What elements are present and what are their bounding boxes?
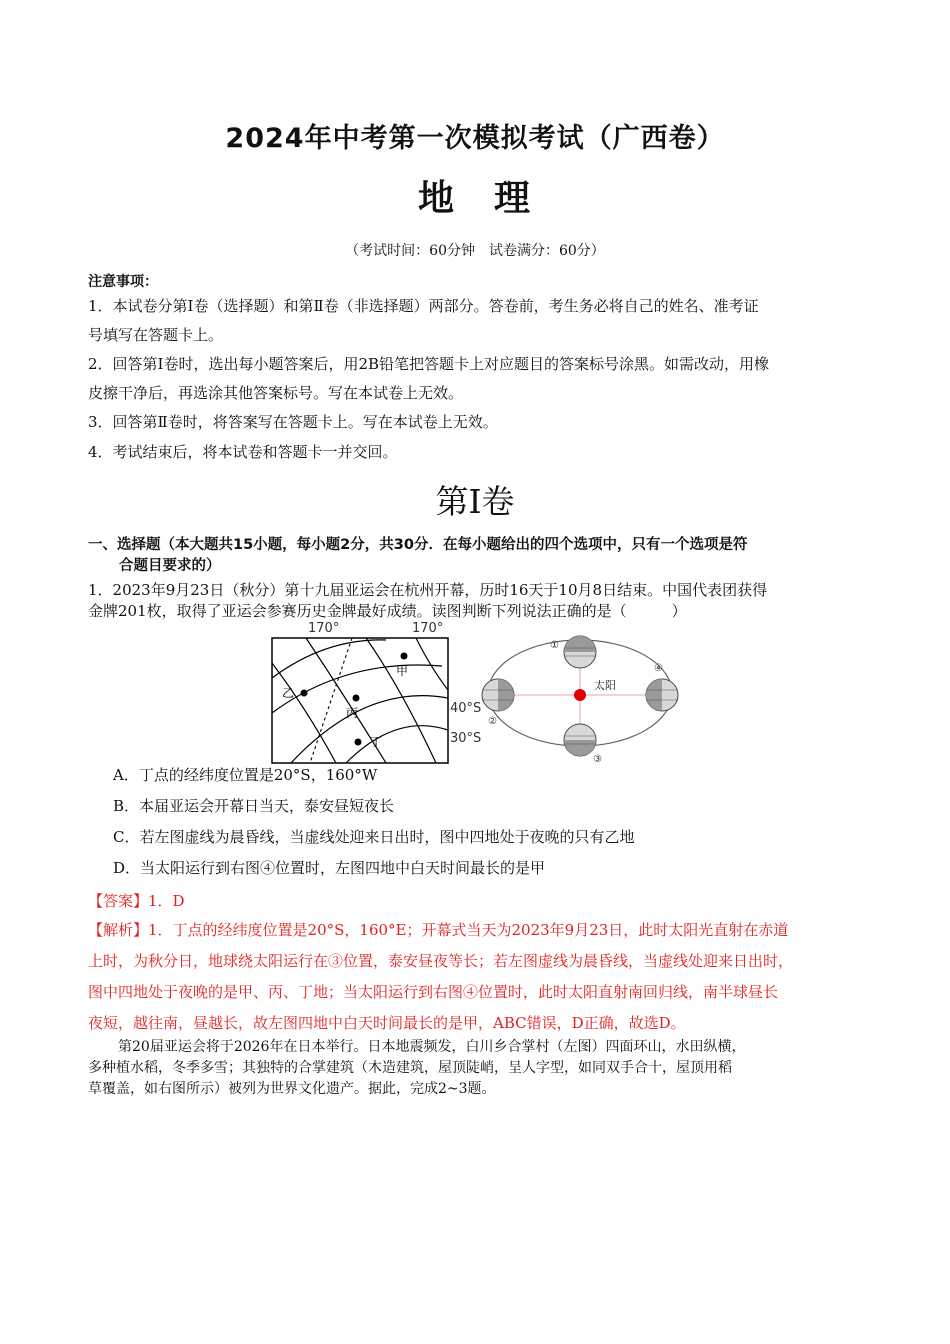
option-d: D．当太阳运行到右图④位置时，左图四地中白天时间最长的是甲 <box>113 859 546 877</box>
option-b: B．本届亚运会开幕日当天，泰安昼短夜长 <box>113 797 395 815</box>
analysis-line: 上时，为秋分日，地球绕太阳运行在③位置，泰安昼夜等长；若左图虚线为晨昏线，当虚线处迎来日出时， <box>88 952 794 970</box>
exam-info: （考试时间：60分钟 试卷满分：60分） <box>345 243 605 259</box>
notice-item <box>88 350 868 408</box>
notice-line: 1．本试卷分第Ⅰ卷（选择题）和第Ⅱ卷（非选择题）两部分。答卷前，考生务必将自己的姓名、准考证 <box>88 297 759 315</box>
exam-title: 2024年中考第一次模拟考试（广西卷） <box>225 123 725 154</box>
point-label: 丙 <box>346 706 359 720</box>
longitude-line <box>416 638 448 690</box>
option-c: C．若左图虚线为晨昏线，当虚线处迎来日出时，图中四地处于夜晚的只有乙地 <box>113 828 635 846</box>
analysis-text: 1．丁点的经纬度位置是20°S，160°E；开幕式当天为2023年9月23日，此时太阳光直射在赤道 <box>148 921 789 939</box>
position-label: ④ <box>654 663 663 674</box>
section-heading-line: 合题目要求的） <box>119 558 221 574</box>
notice-item <box>88 292 868 350</box>
position-label: ③ <box>593 754 602 765</box>
notice-line: 3．回答第Ⅱ卷时，将答案写在答题卡上。写在本试卷上无效。 <box>88 413 498 431</box>
analysis-line: 图中四地处于夜晚的是甲、丙、丁地；当太阳运行到右图④位置时，此时太阳直射南回归线，南半球昼长 <box>88 983 779 1001</box>
option-a: A．丁点的经纬度位置是20°S，160°W <box>113 766 378 784</box>
answer-value: 1．D <box>148 892 185 910</box>
notice-title: 注意事项： <box>88 274 158 290</box>
latitude-line <box>346 726 448 763</box>
point-label: 乙 <box>282 686 295 700</box>
notice-line: 号填写在答题卡上。 <box>88 326 224 344</box>
point-jia <box>401 653 408 660</box>
latitude-label: 30°S <box>450 731 482 746</box>
notice-item <box>88 438 868 467</box>
point-yi <box>301 690 308 697</box>
position-label: ② <box>488 716 497 727</box>
earth-icon <box>482 679 514 711</box>
question-1-stem <box>88 580 868 622</box>
analysis-label: 【解析】 <box>88 921 149 939</box>
analysis-line: 夜短，越往南，昼越长，故左图四地中白天时间最长的是甲，ABC错误，D正确，故选D。 <box>88 1014 686 1032</box>
answer-line <box>88 890 185 911</box>
point-ding <box>355 739 362 746</box>
analysis-block <box>88 915 868 1039</box>
analysis-line <box>88 915 868 946</box>
question-1-figure <box>266 618 706 766</box>
passage-line: 多种植水稻，冬季多雪；其独特的合掌建筑（木造建筑，屋顶陡峭，呈人字型，如同双手合十，屋顶用稻 <box>88 1060 732 1076</box>
answer-label: 【答案】 <box>88 892 149 910</box>
earth-icon <box>646 679 678 711</box>
longitude-label: 170° <box>412 621 444 636</box>
section-heading <box>88 535 868 577</box>
passage-line: 第20届亚运会将于2026年在日本举行。日本地震频发，白川乡合掌村（左图）四面环山，水田纵横， <box>118 1039 746 1055</box>
sun-label: 太阳 <box>594 679 616 692</box>
notice-item <box>88 408 868 437</box>
question-line: 1．2023年9月23日（秋分）第十九届亚运会在杭州开幕，历时16天于10月8日结束。中国代表团获得 <box>88 581 768 599</box>
point-label: 甲 <box>396 664 409 678</box>
question-line: 金牌201枚，取得了亚运会参赛历史金牌最好成绩。读图判断下列说法正确的是（ ） <box>88 602 687 620</box>
subject-title: 地 理 <box>417 178 532 219</box>
latitude-label: 40°S <box>450 701 482 716</box>
reading-passage <box>88 1037 868 1100</box>
earth-icon <box>564 636 596 668</box>
volume-title: 第Ⅰ卷 <box>435 482 515 521</box>
point-label: 丁 <box>370 735 383 749</box>
sun-icon <box>574 689 586 701</box>
earth-icon <box>564 724 596 756</box>
terminator-dashed-line <box>310 638 352 763</box>
orbit-diagram <box>482 636 678 765</box>
notice-line: 4．考试结束后，将本试卷和答题卡一并交回。 <box>88 443 398 461</box>
longitude-label: 170° <box>308 621 340 636</box>
graticule-map <box>272 621 481 763</box>
notice-line: 2．回答第Ⅰ卷时，选出每小题答案后，用2B铅笔把答题卡上对应题目的答案标号涂黑。如需改动，用橡 <box>88 355 770 373</box>
point-bing <box>353 695 360 702</box>
position-label: ① <box>550 640 559 651</box>
notice-line: 皮擦干净后，再选涂其他答案标号。写在本试卷上无效。 <box>88 384 464 402</box>
section-heading-line: 一、选择题（本大题共15小题，每小题2分，共30分．在每小题给出的四个选项中，只有一个选项是符 <box>88 537 748 553</box>
passage-line: 草覆盖，如右图所示）被列为世界文化遗产。据此，完成2~3题。 <box>88 1081 496 1097</box>
latitude-line <box>291 696 448 763</box>
